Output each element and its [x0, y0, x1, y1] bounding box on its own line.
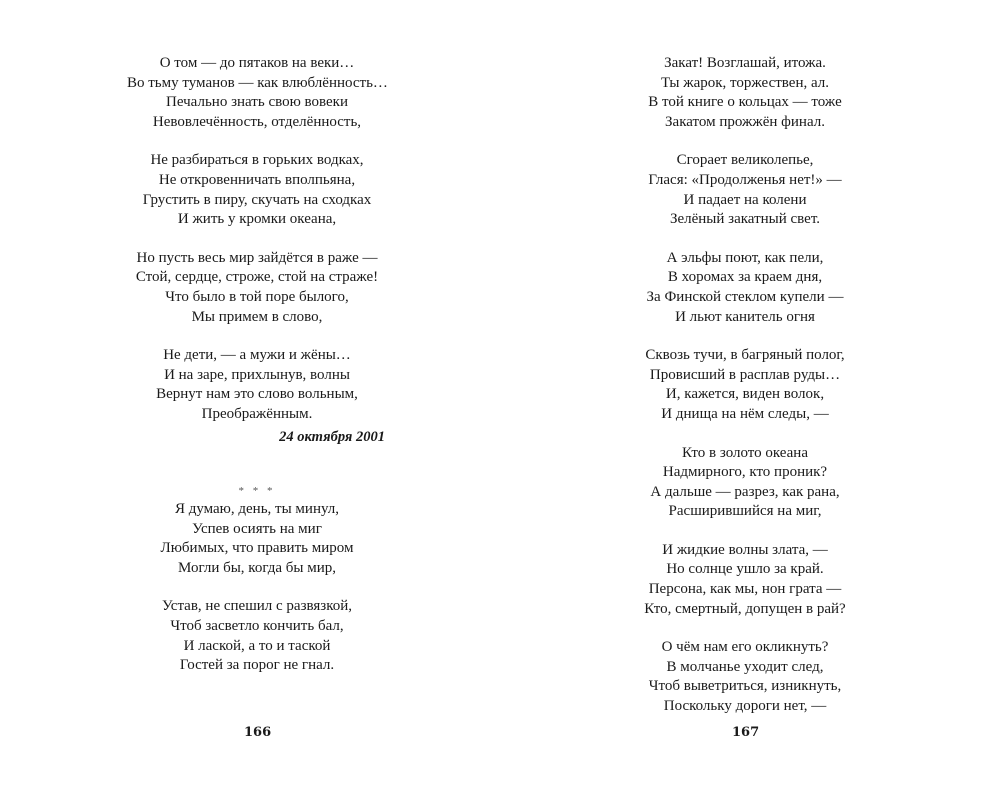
- poem-separator: * * *: [238, 485, 276, 498]
- left-page-text-column: [127, 54, 387, 695]
- verse-line: Закат! Возглашай, итожа.: [664, 55, 826, 71]
- verse-line: Стой, сердце, строже, стой на страже!: [135, 269, 379, 286]
- verse-line: Не разбираться в горьких водках,: [150, 152, 364, 169]
- verse-line: В той книге о кольцах — тоже: [648, 94, 842, 111]
- verse-line: Преображённым.: [201, 405, 313, 422]
- stanza: [615, 346, 875, 424]
- verse-line: Печально знать свою вовеки: [166, 94, 348, 111]
- verse-line: Провисший в расплав руды…: [649, 366, 841, 383]
- verse-line: Не откровенничать вполпьяна,: [158, 171, 356, 188]
- right-page: [500, 0, 1000, 800]
- verse-line: Устав, не спешил с развязкой,: [161, 598, 353, 615]
- verse-line: Чтоб засветло кончить бал,: [170, 618, 344, 635]
- verse-line: Во тьму туманов — как влюблённость…: [127, 74, 388, 91]
- verse-line: Кто в золото океана: [681, 444, 808, 461]
- stanza: [615, 249, 875, 327]
- verse-line: Сквозь тучи, в багряный полог,: [645, 347, 845, 364]
- verse-line: Что было в той поре былого,: [165, 288, 349, 305]
- verse-line: В молчанье уходит след,: [666, 658, 824, 675]
- verse-line: Глася: «Продолженья нет!» —: [648, 171, 842, 188]
- verse-line: Надмирного, кто проник?: [662, 464, 828, 481]
- verse-line: О том — до пятаков на веки…: [159, 55, 355, 71]
- verse-line: О чём нам его окликнуть?: [661, 639, 829, 656]
- verse-line: Ты жарок, торжествен, ал.: [660, 74, 830, 91]
- verse-line: Поскольку дороги нет, —: [663, 698, 827, 715]
- page-number: 166: [244, 725, 272, 740]
- verse-line: Закатом прожжён финал.: [665, 113, 825, 130]
- verse-line: Гостей за порог не гнал.: [179, 657, 335, 674]
- stanza: [615, 638, 875, 716]
- verse-line: Персона, как мы, нон грата —: [648, 581, 842, 598]
- stanza: [127, 249, 387, 327]
- page-number: 167: [732, 725, 760, 740]
- verse-line: Мы примем в слово,: [191, 308, 323, 325]
- verse-line: И, кажется, виден волок,: [665, 386, 825, 403]
- verse-line: Зелёный закатный свет.: [669, 211, 821, 228]
- stanza: [127, 500, 387, 578]
- stanza: [127, 151, 387, 229]
- verse-line: Вернут нам это слово вольным,: [156, 386, 358, 403]
- verse-line: И днища на нём следы, —: [661, 405, 829, 422]
- verse-line: Грустить в пиру, скучать на сходках: [142, 191, 372, 208]
- verse-line: И жидкие волны злата, —: [662, 541, 828, 558]
- verse-line: Я думаю, день, ты минул,: [174, 501, 340, 518]
- verse-line: А эльфы поют, как пели,: [666, 249, 824, 266]
- stanza: [615, 444, 875, 522]
- verse-line: Любимых, что править миром: [160, 540, 354, 557]
- verse-line: И жить у кромки океана,: [177, 211, 337, 228]
- stanza: [127, 346, 387, 424]
- verse-line: Чтоб выветриться, изникнуть,: [648, 678, 842, 695]
- stanza: [615, 54, 875, 132]
- verse-line: И падает на колени: [683, 191, 807, 208]
- poem-date: 24 октября 2001: [279, 428, 385, 445]
- verse-line: Невовлечённость, отделённость,: [152, 113, 362, 130]
- verse-line: Не дети, — а мужи и жёны…: [163, 347, 351, 364]
- stanza: [127, 597, 387, 675]
- verse-line: Успев осиять на миг: [192, 520, 322, 537]
- verse-line: Кто, смертный, допущен в рай?: [644, 600, 846, 617]
- right-page-text-column: [615, 54, 875, 736]
- verse-line: В хоромах за краем дня,: [667, 269, 823, 286]
- verse-line: Но солнце ушло за край.: [666, 561, 824, 578]
- stanza: [127, 54, 387, 132]
- verse-line: Могли бы, когда бы мир,: [177, 559, 337, 576]
- verse-line: И льют канитель огня: [675, 308, 815, 325]
- stanza: [615, 151, 875, 229]
- verse-line: А дальше — разрез, как рана,: [650, 483, 840, 500]
- verse-line: И лаской, а то и таской: [183, 637, 331, 654]
- verse-line: И на заре, прихлынув, волны: [164, 366, 350, 383]
- verse-line: Сгорает великолепье,: [676, 152, 814, 169]
- stanza: [615, 541, 875, 619]
- verse-line: За Финской стеклом купели —: [646, 288, 844, 305]
- verse-line: Но пусть весь мир зайдётся в раже —: [136, 249, 378, 266]
- verse-line: Расширившийся на миг,: [668, 503, 822, 520]
